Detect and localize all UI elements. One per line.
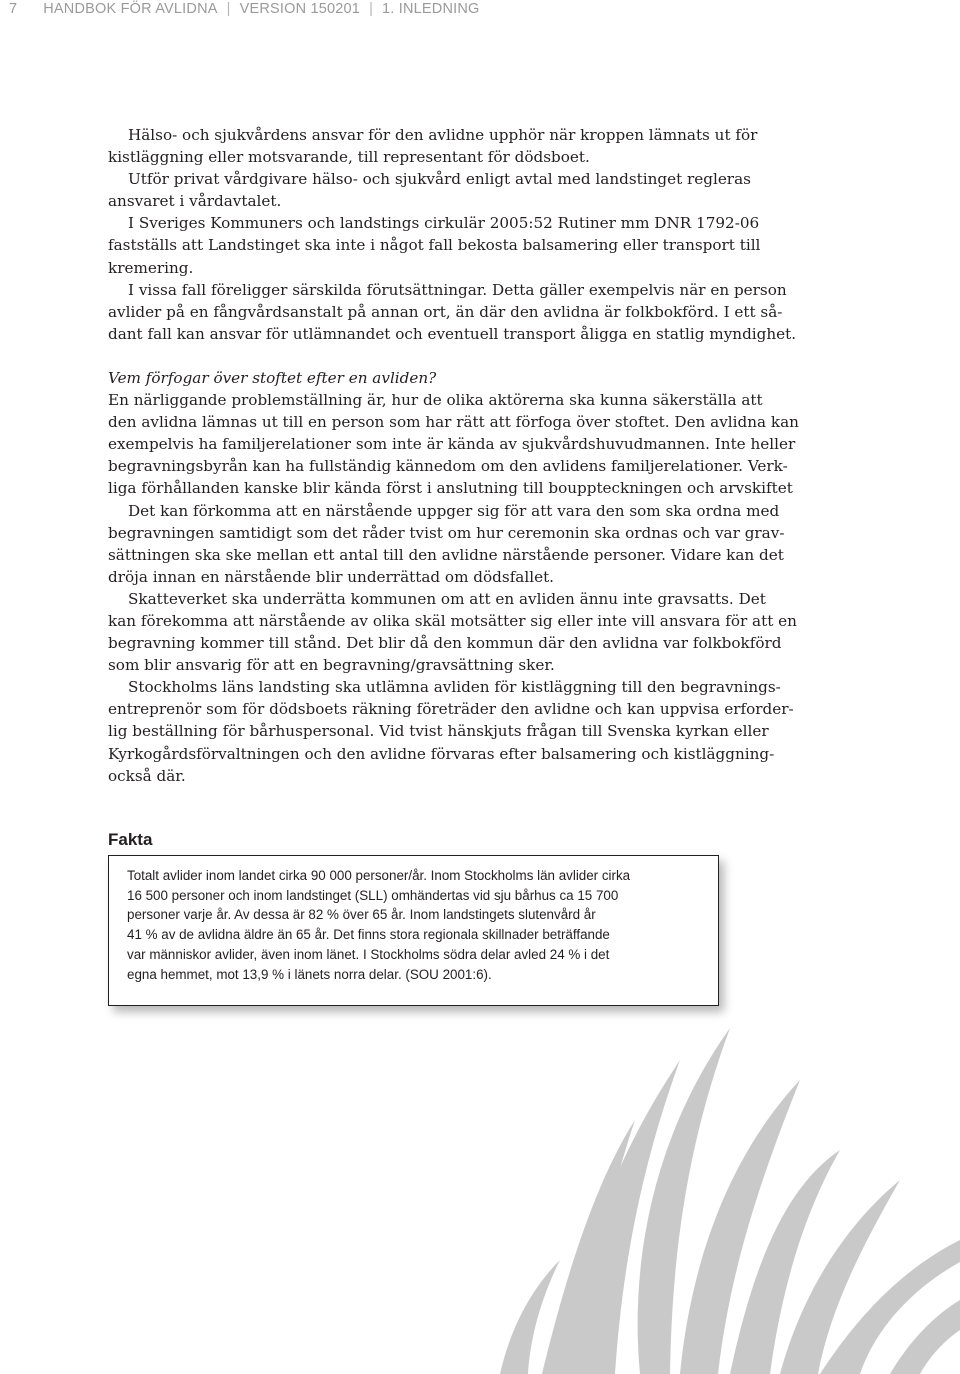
chapter-label: 1. INLEDNING <box>382 1 480 17</box>
paragraph: Skatteverket ska underrätta kommunen om att en avliden ännu inte gravsatts. Det kan förekomma att närstående av olika skäl motsätter sig eller inte vill ansvara för att en begravning kommer till stånd. Det blir då den kommun där den avlidna var folkbokförd som blir ansvarig för att en begravning/gravsättning sker. <box>108 589 797 675</box>
fakta-line: personer varje år. Av dessa är 82 % över 65 år. Inom landstingets slutenvård år <box>127 907 596 923</box>
fakta-line: 16 500 personer och inom landstinget (SLL) omhändertas vid sju bårhus ca 15 700 <box>127 887 619 903</box>
section-question: Vem förfogar över stoftet efter en avliden? <box>108 368 437 387</box>
paragraph: En närliggande problemställning är, hur de olika aktörerna ska kunna säkerställa att den avlidna lämnas ut till en person som har rätt att förfoga över stoftet. Den avlidna kan exempelvis ha familjerelationer som inte är kända av sjukvårdshuvudmannen. Inte heller begravningsbyrån kan ha fullständig kännedom om den avlidens familjerelationer. Verk- liga förhållanden kanske blir kända först i anslutning till bouppteckningen och arvskiftet <box>108 391 799 498</box>
paragraph: Det kan förkomma att en närstående uppger sig för att vara den som ska ordna med begravningen samtidigt som det råder tvist om hur ceremonin ska ordnas och var grav- sättningen ska ske mellan ett antal till den avlidne närstående personer. Vidare kan det dröja innan en närstående blir underrättad om dödsfallet. <box>108 501 785 586</box>
page-number: 7 <box>9 1 18 17</box>
body-text <box>108 124 799 787</box>
paragraph: Utför privat vårdgivare hälso- och sjukvård enligt avtal med landstinget regleras ansvaret i vårdavtalet. <box>108 170 751 211</box>
document-title: HANDBOK FÖR AVLIDNA <box>43 1 218 17</box>
paragraph: Hälso- och sjukvårdens ansvar för den avlidne upphör när kroppen lämnats ut för kistläggning eller motsvarande, till representant för dödsboet. <box>108 126 758 167</box>
fakta-line: 41 % av de avlidna äldre än 65 år. Det finns stora regionala skillnader beträffande <box>127 927 610 943</box>
running-header <box>9 1 480 21</box>
paragraph: I vissa fall föreligger särskilda förutsättningar. Detta gäller exempelvis när en person avlider på en fångvårdsanstalt på annan ort, än där den avlidna är folkbokförd. I ett så- dant fall kan ansvar för utlämnandet och eventuell transport åligga en statlig myndighet. <box>108 280 797 343</box>
paragraph: Stockholms läns landsting ska utlämna avliden för kistläggning till den begravnings- entreprenör som för dödsboets räkning företräder den avlidne och kan uppvisa erforder- lig beställning för bårhuspersonal. Vid tvist hänskjuts frågan till Svenska kyrkan eller Kyrkogårdsförvaltningen och den avlidne förvaras efter balsamering och kistläggning- också där. <box>108 678 794 785</box>
fakta-box <box>108 855 719 1006</box>
fakta-line: egna hemmet, mot 13,9 % i länets norra delar. (SOU 2001:6). <box>127 966 492 982</box>
grass-illustration <box>480 1000 960 1374</box>
fakta-heading: Fakta <box>108 830 153 849</box>
fakta-line: var människor avlider, även inom länet. I Stockholms södra delar avled 24 % i det <box>127 946 610 962</box>
paragraph: I Sveriges Kommuners och landstings cirkulär 2005:52 Rutiner mm DNR 1792-06 fastställs att Landstinget ska inte i något fall bekosta balsamering eller transport till kremering. <box>108 214 761 277</box>
fakta-line: Totalt avlider inom landet cirka 90 000 personer/år. Inom Stockholms län avlider cirka <box>127 868 631 883</box>
header-separator: | <box>226 1 231 17</box>
version-label: VERSION 150201 <box>239 1 361 17</box>
header-separator: | <box>369 1 374 17</box>
